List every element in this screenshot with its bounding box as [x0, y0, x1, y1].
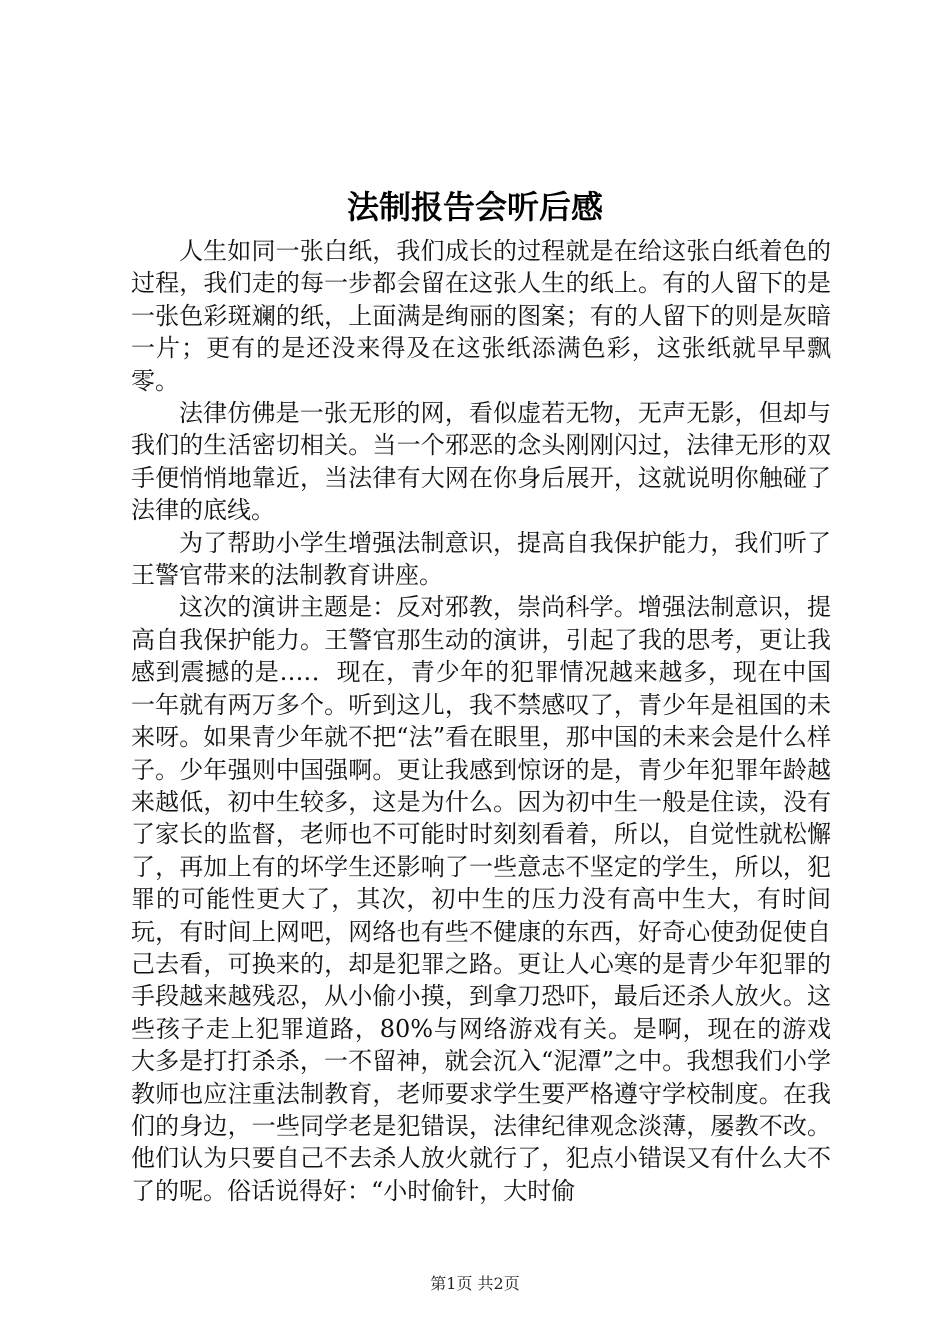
paragraph-2: 法律仿佛是一张无形的网，看似虚若无物，无声无影，但却与我们的生活密切相关。当一个邪恶的念头刚刚闪过，法律无形的双手便悄悄地靠近，当法律有大网在你身后展开，这就说明你触碰了法律的底线。: [131, 399, 831, 525]
document-title: 法制报告会听后感: [346, 188, 603, 226]
paragraph-1: 人生如同一张白纸，我们成长的过程就是在给这张白纸着色的过程，我们走的每一步都会留在这张人生的纸上。有的人留下的是一张色彩斑斓的纸，上面满是绚丽的图案；有的人留下的则是灰暗一片；更有的是还没来得及在这张纸添满色彩，这张纸就早早飘零。: [131, 237, 831, 395]
document-body: [131, 235, 831, 1207]
page-number-footer: 第1页 共2页: [430, 1274, 520, 1293]
paragraph-4: 这次的演讲主题是：反对邪教，崇尚科学。增强法制意识，提高自我保护能力。王警官那生动的演讲，引起了我的思考，更让我感到震撼的是….．现在，青少年的犯罪情况越来越多，现在中国一年就有两万多个。听到这儿，我不禁感叹了，青少年是祖国的未来呀。如果青少年就不把“法”看在眼里，那中国的未来会是什么样子。少年强则中国强啊。更让我感到惊讶的是，青少年犯罪年龄越来越低，初中生较多，这是为什么。因为初中生一般是住读，没有了家长的监督，老师也不可能时时刻刻看着，所以，自觉性就松懈了，再加上有的坏学生还影响了一些意志不坚定的学生，所以，犯罪的可能性更大了，其次，初中生的压力没有高中生大，有时间玩，有时间上网吧，网络也有些不健康的东西，好奇心使劲促使自己去看，可换来的，却是犯罪之路。更让人心寒的是青少年犯罪的手段越来越残忍，从小偷小摸，到拿刀恐吓，最后还杀人放火。这些孩子走上犯罪道路，80%与网络游戏有关。是啊，现在的游戏大多是打打杀杀，一不留神，就会沉入“泥潭”之中。我想我们小学教师也应注重法制教育，老师要求学生要严格遵守学校制度。在我们的身边，一些同学老是犯错误，法律纪律观念淡薄，屡教不改。他们认为只要自己不去杀人放火就行了，犯点小错误又有什么大不了的呢。俗话说得好：“小时偷针，大时偷: [131, 593, 831, 1205]
paragraph-3: 为了帮助小学生增强法制意识，提高自我保护能力，我们听了王警官带来的法制教育讲座。: [131, 528, 831, 590]
